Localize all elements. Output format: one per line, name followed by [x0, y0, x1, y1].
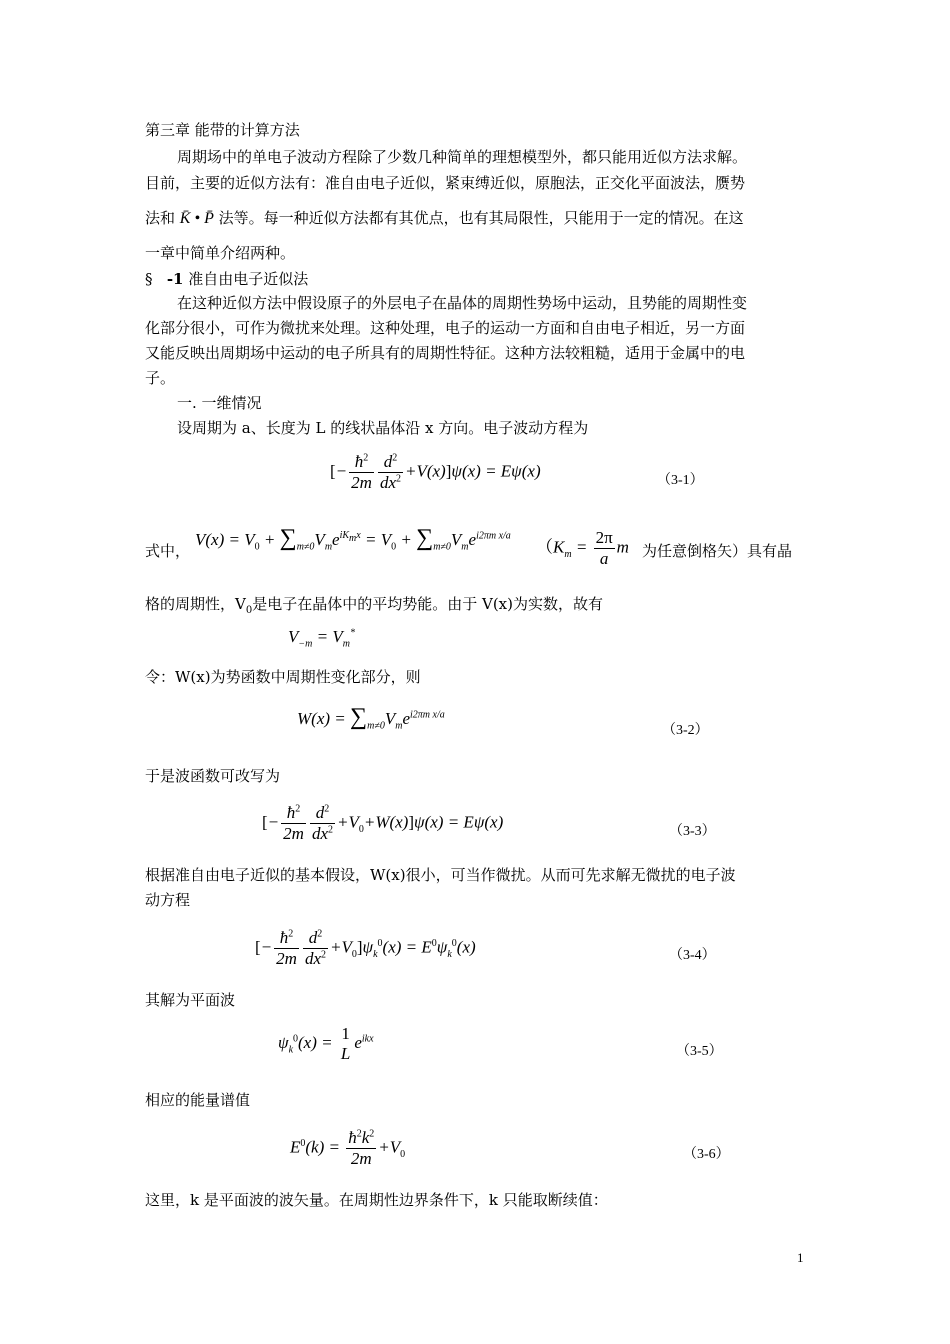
equation-number-3-5: （3-5） — [676, 1044, 723, 1059]
equation-3-1: [− $\frac{ħ^2}{2m}$ $\frac{d^2}{dx^2}$ +V(x)]ψ(x) = Eψ(x) — [330, 452, 541, 492]
intro-line-1: 周期场中的单电子波动方程除了少数几种简单的理想模型外，都只能用近似方法求解。 — [177, 148, 748, 166]
subsection-title: 一. 一维情况 — [177, 394, 262, 412]
section-mark: § — [145, 270, 153, 288]
reciprocal-vector-def: （$K_m$ = $\frac{2\pi}{a}$ m — [536, 528, 629, 568]
para4: 令：W(x)为势函数中周期性变化部分，则 — [145, 668, 421, 686]
intro-line-3-pre: 法和 — [145, 209, 176, 227]
intro-line-3 — [145, 208, 744, 229]
equation-number-3-2: （3-2） — [662, 723, 709, 738]
equation-v-conjugate: $V_{-m} = V_m^*$ — [288, 627, 355, 650]
para5: 于是波函数可改写为 — [145, 767, 281, 785]
equation-v-expansion: $V(x) = V_0 + \sum_{m\ne 0}V_me^{iK_mx} = V_0 + \sum_{m\ne 0}V_me^{i2\pi m x/a}$ — [195, 525, 511, 553]
equation-3-3: [− $\frac{ħ^2}{2m}$ $\frac{d^2}{dx^2}$ $+V_0+W(x)]\psi(x) = E\psi(x)$ — [262, 803, 504, 843]
intro-line-2: 目前，主要的近似方法有：准自由电子近似，紧束缚近似，原胞法，正交化平面波法，赝势 — [145, 174, 746, 192]
equation-number-3-4: （3-4） — [669, 948, 716, 963]
equation-3-6: $E^0(k)$ = $\frac{ħ^2k^2}{2m}$ $+V_0$ — [290, 1128, 406, 1168]
para7: 其解为平面波 — [145, 991, 236, 1009]
para9: 这里，k 是平面波的波矢量。在周期性边界条件下，k 只能取断续值： — [145, 1191, 608, 1209]
equation-number-3-1: （3-1） — [657, 473, 704, 488]
para3-pre: 式中， — [145, 542, 191, 560]
equation-3-4: [− $\frac{ħ^2}{2m}$ $\frac{d^2}{dx^2}$ $+V_0]\psi_k^0(x) = E^0\psi_k^0(x)$ — [255, 928, 476, 968]
para3-note: 为任意倒格矢）具有晶 — [642, 542, 793, 560]
page-number: 1 — [797, 1250, 804, 1265]
para3-line-1 — [145, 541, 190, 561]
para1-line-2: 化部分很小，可作为微扰来处理。这种处理，电子的运动一方面和自由电子相近，另一方面 — [145, 319, 746, 337]
para6-line-1: 根据准自由电子近似的基本假设，W(x)很小，可当作微扰。从而可先求解无微扰的电子波 — [145, 866, 736, 884]
para1-line-4: 子。 — [145, 369, 176, 387]
intro-line-4: 一章中简单介绍两种。 — [145, 244, 296, 262]
chapter-title: 第三章 能带的计算方法 — [145, 121, 300, 139]
para1-line-3: 又能反映出周期场中运动的电子所具有的周期性特征。这种方法较粗糙，适用于金属中的电 — [145, 344, 746, 362]
para1-line-1: 在这种近似方法中假设原子的外层电子在晶体的周期性势场中运动，且势能的周期性变 — [177, 294, 748, 312]
section-heading — [145, 269, 308, 289]
para3-line-2: 格的周期性，$V_0$是电子在晶体中的平均势能。由于 V(x)为实数，故有 — [145, 595, 603, 616]
section-number: -1 — [166, 270, 184, 288]
equation-number-3-3: （3-3） — [669, 824, 716, 839]
k-dot-p-formula: K̄ • P̄ — [179, 210, 214, 227]
equation-number-3-6: （3-6） — [683, 1147, 730, 1162]
equation-3-5: $\psi_k^0(x)$ = 1 L $e^{ikx}$ — [278, 1024, 374, 1063]
equation-3-2: $W(x) = \sum_{m\ne 0}V_me^{i2\pi m x/a}$ — [297, 704, 445, 732]
section-title: 准自由电子近似法 — [188, 270, 309, 288]
para8: 相应的能量谱值 — [145, 1091, 251, 1109]
para6-line-2: 动方程 — [145, 891, 191, 909]
para2: 设周期为 a、长度为 L 的线状晶体沿 x 方向。电子波动方程为 — [177, 419, 589, 437]
intro-line-3-post: 法等。每一种近似方法都有其优点，也有其局限性，只能用于一定的情况。在这 — [218, 209, 744, 227]
